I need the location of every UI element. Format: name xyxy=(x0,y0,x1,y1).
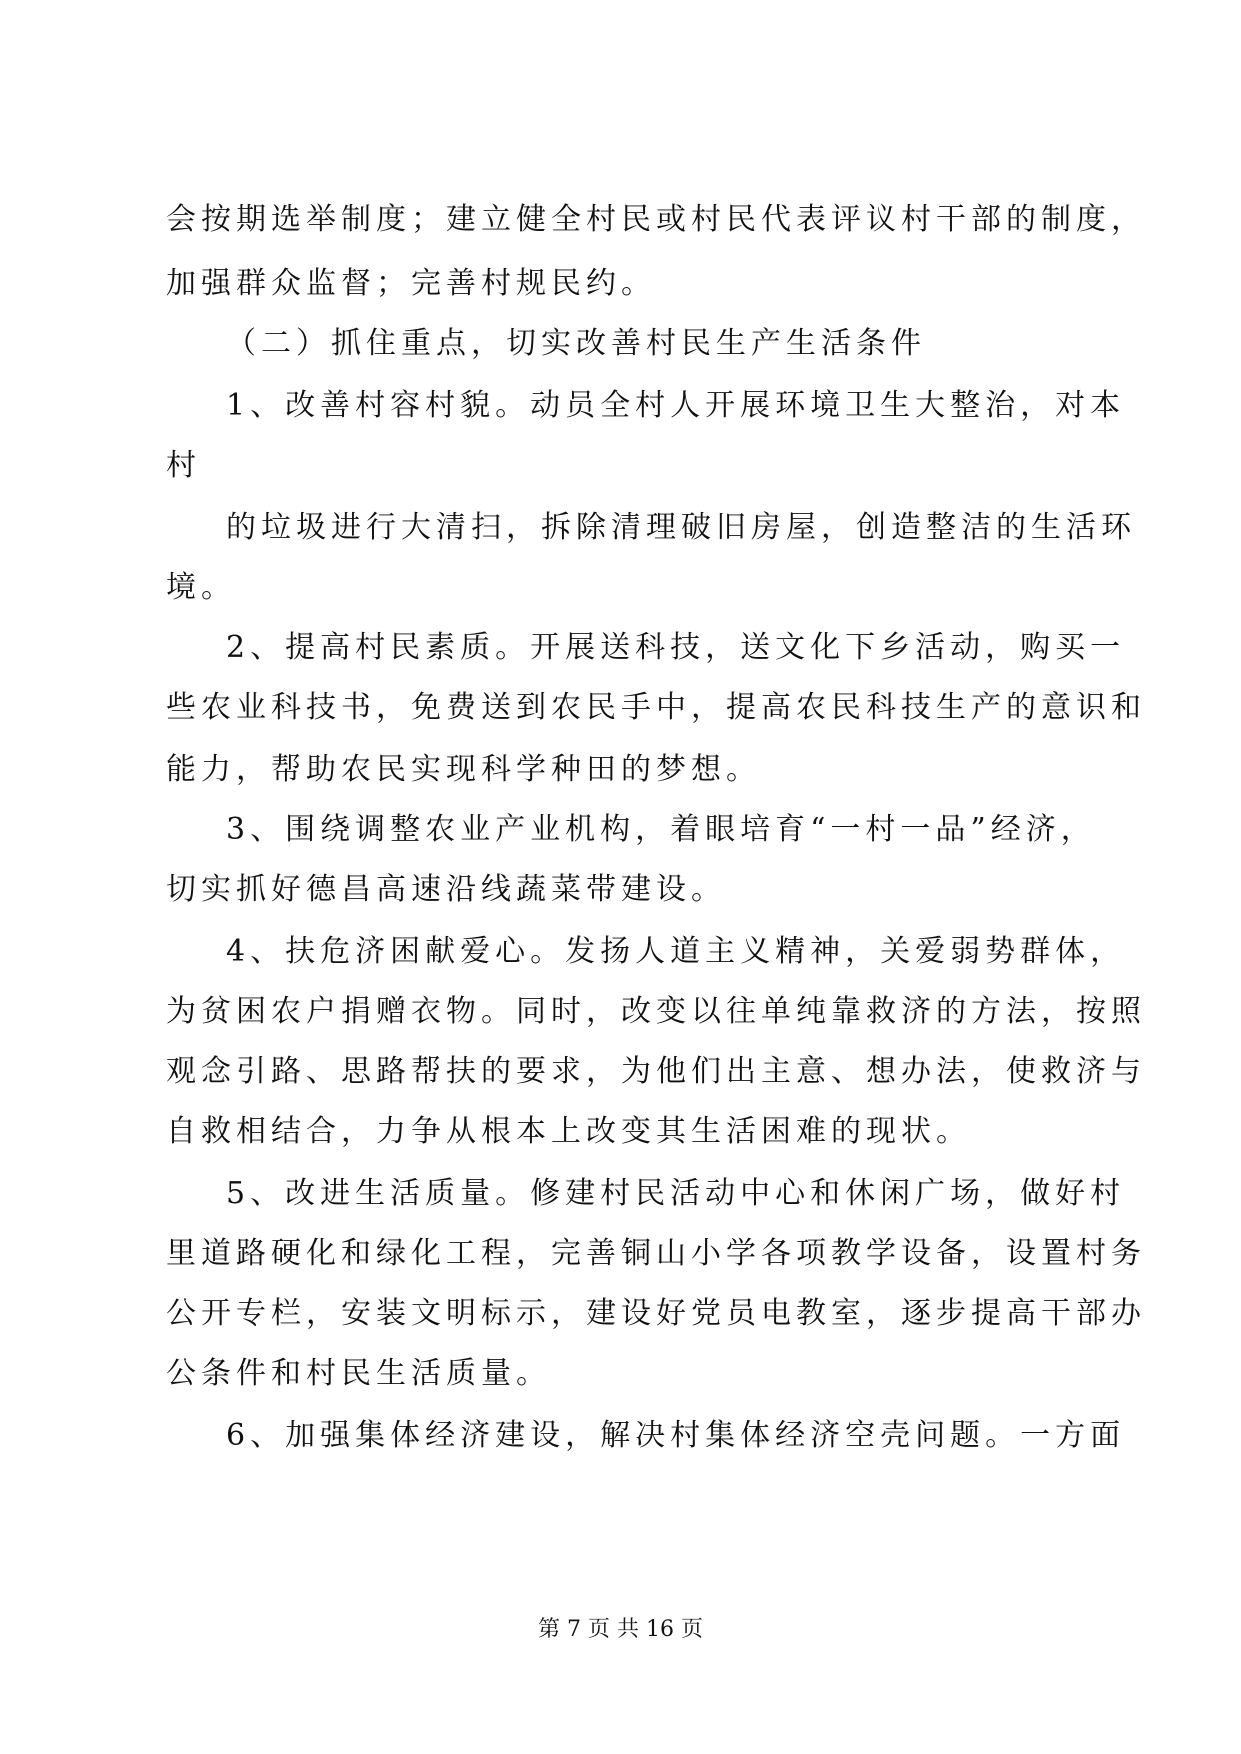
section-heading: （二）抓住重点，切实改善村民生产生活条件 xyxy=(226,326,926,361)
body-text-line: 加强群众监督；完善村规民约。 xyxy=(166,266,656,301)
body-text-line: 4、扶危济困献爱心。发扬人道主义精神，关爱弱势群体， xyxy=(226,934,1126,969)
body-text-line: 观念引路、思路帮扶的要求，为他们出主意、想办法，使救济与 xyxy=(166,1054,1146,1089)
body-text-line: 6、加强集体经济建设，解决村集体经济空壳问题。一方面 xyxy=(226,1418,1126,1453)
body-text-line: 的垃圾进行大清扫，拆除清理破旧房屋，创造整洁的生活环 xyxy=(226,510,1136,545)
body-text-line: 些农业科技书，免费送到农民手中，提高农民科技生产的意识和 xyxy=(166,690,1146,725)
body-text-line: 1、改善村容村貌。动员全村人开展环境卫生大整治，对本 xyxy=(226,388,1126,423)
body-text-line: 公开专栏，安装文明标示，建设好党员电教室，逐步提高干部办 xyxy=(166,1296,1146,1331)
body-text-line: 公条件和村民生活质量。 xyxy=(166,1356,551,1391)
body-text-line: 境。 xyxy=(166,570,236,605)
body-text-line: 切实抓好德昌高速沿线蔬菜带建设。 xyxy=(166,872,726,907)
body-text-line: 能力，帮助农民实现科学种田的梦想。 xyxy=(166,752,761,787)
body-text-line: 自救相结合，力争从根本上改变其生活困难的现状。 xyxy=(166,1114,971,1149)
body-text-line: 村 xyxy=(166,448,201,483)
body-text-line: 里道路硬化和绿化工程，完善铜山小学各项教学设备，设置村务 xyxy=(166,1236,1146,1271)
page-footer: 第 7 页 共 16 页 xyxy=(538,1617,703,1642)
body-text-line: 为贫困农户捐赠衣物。同时，改变以往单纯靠救济的方法，按照 xyxy=(166,994,1146,1029)
body-text-line: 5、改进生活质量。修建村民活动中心和休闲广场，做好村 xyxy=(226,1176,1126,1211)
body-text-line: 2、提高村民素质。开展送科技，送文化下乡活动，购买一 xyxy=(226,630,1126,665)
body-text-line: 3、围绕调整农业产业机构，着眼培育“一村一品”经济， xyxy=(226,812,1096,847)
body-text-line: 会按期选举制度；建立健全村民或村民代表评议村干部的制度， xyxy=(166,202,1146,237)
